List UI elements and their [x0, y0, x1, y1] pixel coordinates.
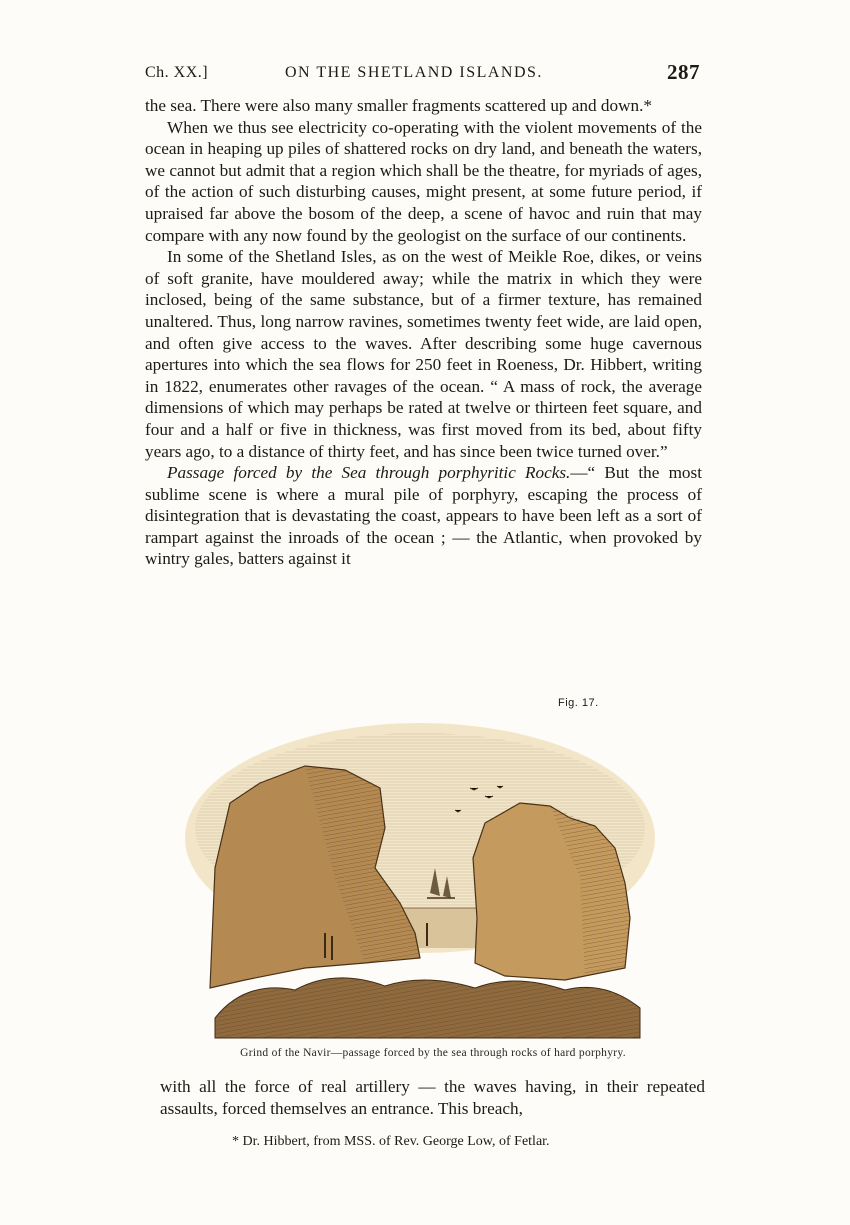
paragraph-continuation: with all the force of real artillery — the waves having, in their repeated assaults, forced themselves an entrance. This breach,: [160, 1077, 705, 1118]
running-title: ON THE SHETLAND ISLANDS.: [285, 64, 543, 81]
paragraph-1: the sea. There were also many smaller fragments scattered up and down.*: [145, 96, 653, 115]
paragraph-2: When we thus see electricity co-operating with the violent movements of the ocean in heaping up piles of shattered rocks on dry land, and beneath the waters, we cannot but admit that a region which shall be the theatre, for myriads of ages, of the action of such disturbing causes, might present, at some future period, if upraised far above the bosom of the deep, a scene of havoc and ruin that may compare with any now found by the geologist on the surface of our continents.: [145, 117, 702, 245]
paragraph-4: [145, 462, 702, 570]
running-header: [145, 60, 700, 90]
page-number: 287: [667, 60, 700, 84]
figure-caption: Grind of the Navir—passage forced by the sea through rocks of hard porphyry.: [240, 1047, 626, 1059]
figure-label: Fig. 17.: [558, 697, 599, 709]
continuation-text: [160, 1076, 705, 1119]
paragraph-3: In some of the Shetland Isles, as on the west of Meikle Roe, dikes, or veins of soft granite, have mouldered away; while the matrix in which they were inclosed, being of the same substance, but of a firmer texture, has remained unaltered. Thus, long narrow ravines, sometimes twenty feet wide, are laid open, and often give access to the waves. After describing some huge cavernous apertures into which the sea flows for 250 feet in Roeness, Dr. Hibbert, writing in 1822, enumerates other ravages of the ocean. “ A mass of rock, the average dimensions of which may perhaps be rated at twelve or thirteen feet square, and four and a half or five in thickness, was first moved from its bed, about fifty years ago, to a distance of thirty feet, and has since been twice turned over.”: [145, 247, 702, 461]
main-text: [145, 95, 702, 570]
footnote: * Dr. Hibbert, from MSS. of Rev. George Low, of Fetlar.: [232, 1134, 550, 1149]
figure-engraving: [185, 718, 655, 1043]
engraving-illustration: [185, 718, 655, 1043]
chapter-label: Ch. XX.]: [145, 64, 209, 81]
italic-heading: Passage forced by the Sea through porphyritic Rocks.: [167, 463, 571, 483]
paragraph-4-text: —“ But the most sublime scene is where a mural pile of porphyry, escaping the process of disintegration that is devastating the coast, appears to have been left as a sort of rampart against the inroads of the ocean ; — the Atlantic, when provoked by wintry gales, batters against it: [145, 463, 702, 569]
